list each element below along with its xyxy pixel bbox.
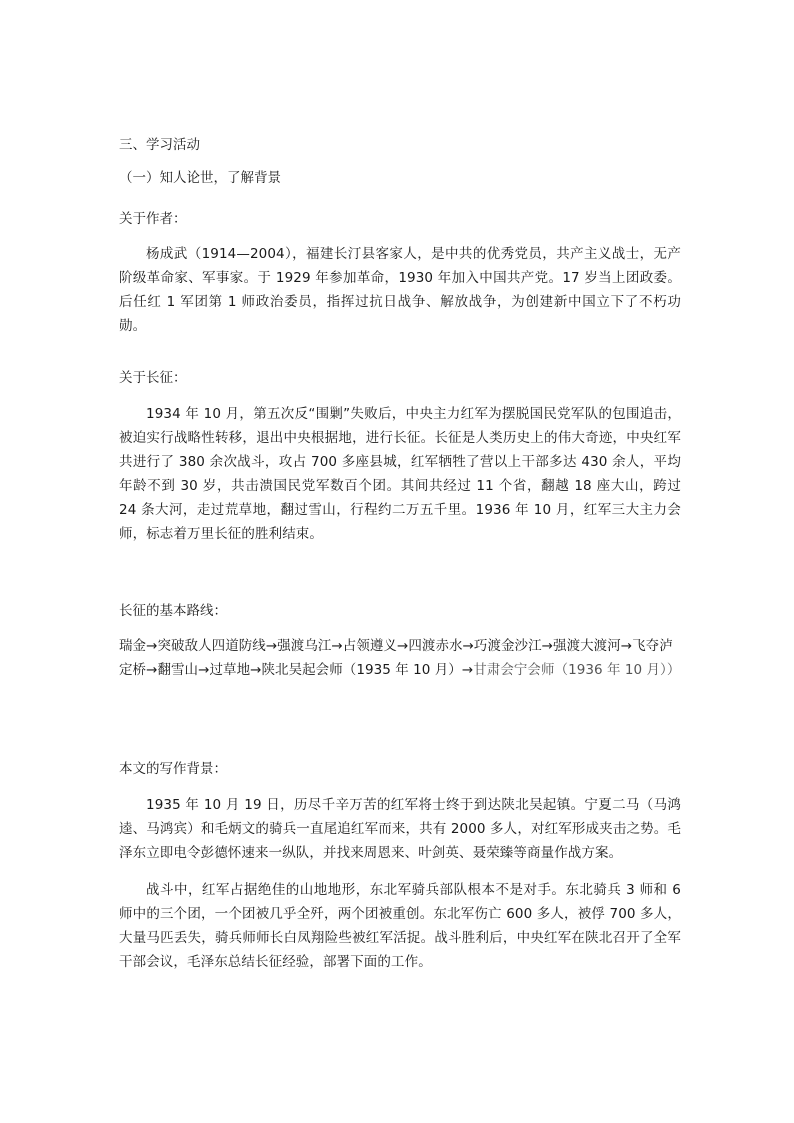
route-paragraph bbox=[119, 634, 681, 682]
author-heading: 关于作者： bbox=[119, 211, 187, 227]
background-paragraph-2: 战斗中，红军占据绝佳的山地地形，东北军骑兵部队根本不是对手。东北骑兵 3 师和 6 师中的三个团，一个团被几乎全歼，两个团被重创。东北军伤亡 600 多人，被俘 700 多人，大量马匹丢失，骑兵师师长白凤翔险些被红军活捉。战斗胜利后，中央红军在陕北召开了全军干部会议，毛泽东总结长征经验，部署下面的工作。 bbox=[119, 882, 681, 970]
long-march-paragraph: 1934 年 10 月，第五次反“围剿”失败后，中央主力红军为摆脱国民党军队的包围追击，被迫实行战略性转移，退出中央根据地，进行长征。长征是人类历史上的伟大奇迹，中央红军共进行了 380 余次战斗，攻占 700 多座县城，红军牺牲了营以上干部多达 430 余人，平均年龄不到 30 岁，共击溃国民党军数百个团。其间共经过 11 个省，翻越 18 座大山，跨过 24 条大河，走过荒草地，翻过雪山，行程约二万五千里。1936 年 10 月，红军三大主力会师，标志着万里长征的胜利结束。 bbox=[119, 406, 681, 542]
subsection-title: （一）知人论世，了解背景 bbox=[119, 170, 281, 186]
background-paragraph-1: 1935 年 10 月 19 日，历尽千辛万苦的红军将士终于到达陕北吴起镇。宁夏二马（马鸿逵、马鸿宾）和毛炳文的骑兵一直尾追红军而来，共有 2000 多人，对红军形成夹击之势。毛泽东立即电令彭德怀速来一纵队，并找来周恩来、叶剑英、聂荣臻等商量作战方案。 bbox=[119, 797, 681, 861]
route-tail: 甘肃会宁会师（1936 年 10 月）） bbox=[473, 662, 681, 678]
background-heading: 本文的写作背景： bbox=[119, 761, 227, 777]
section-title: 三、学习活动 bbox=[119, 137, 200, 153]
route-main: 瑞金→突破敌人四道防线→强渡乌江→占领遵义→四渡赤水→巧渡金沙江→强渡大渡河→飞夺泸定桥→翻雪山→过草地→陕北吴起会师（1935 年 10 月）→ bbox=[119, 638, 673, 678]
author-paragraph: 杨成武（1914—2004），福建长汀县客家人，是中共的优秀党员，共产主义战士，无产阶级革命家、军事家。于 1929 年参加革命，1930 年加入中国共产党。17 岁当上团政委。后任红 1 军团第 1 师政治委员，指挥过抗日战争、解放战争，为创建新中国立下了不朽功勋。 bbox=[119, 246, 681, 334]
route-heading: 长征的基本路线： bbox=[119, 603, 227, 619]
long-march-heading: 关于长征： bbox=[119, 370, 187, 386]
